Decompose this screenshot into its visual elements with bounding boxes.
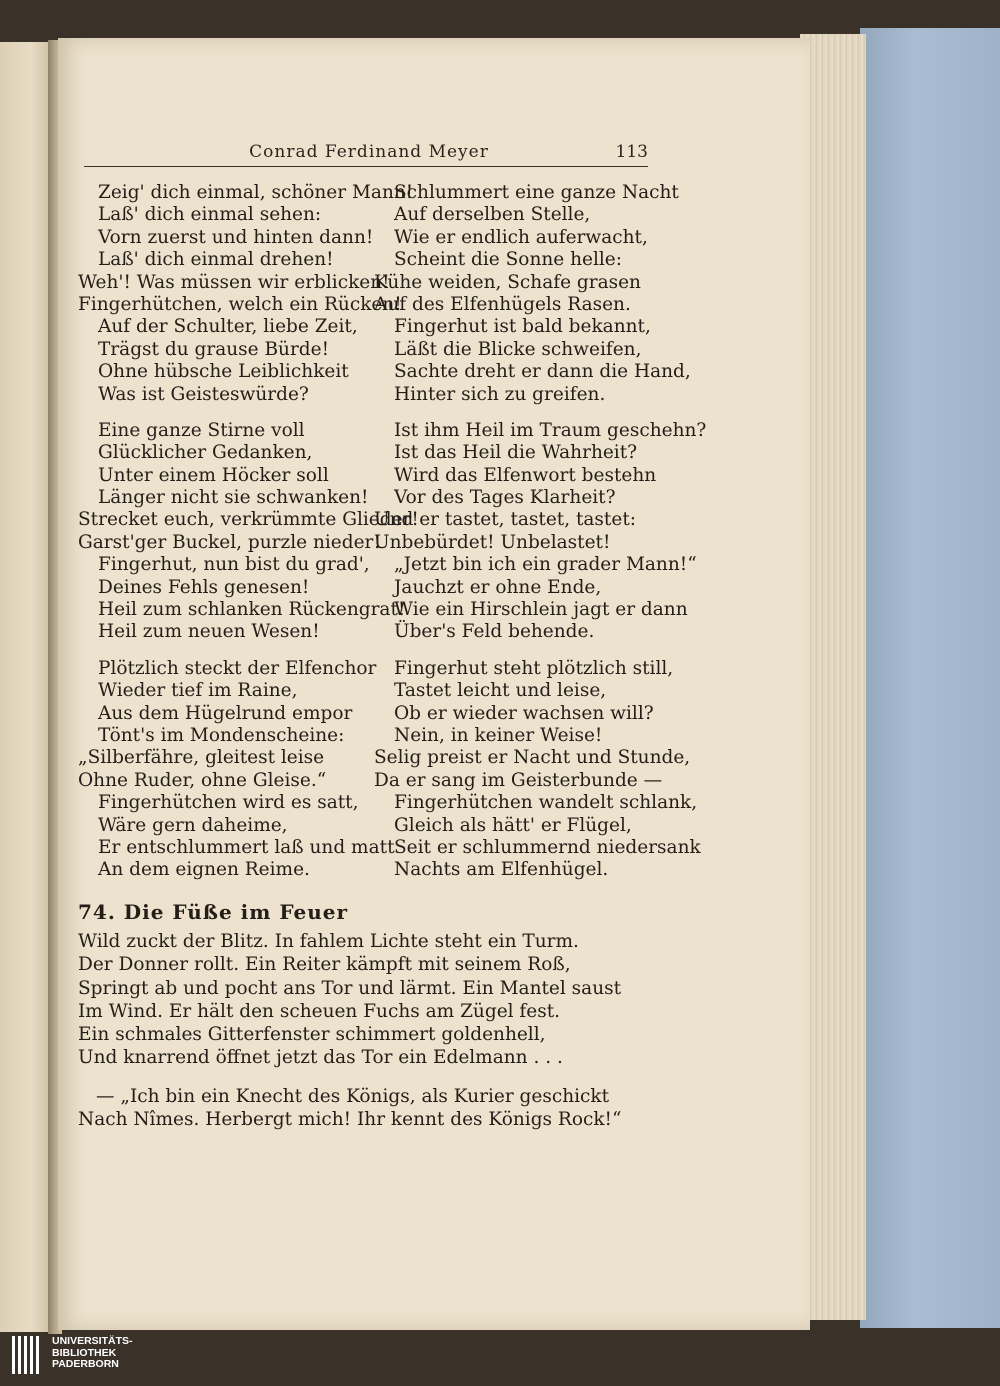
verse-line: Was ist Geisteswürde?	[98, 383, 309, 405]
stanza	[78, 657, 395, 882]
paragraph	[78, 930, 658, 1070]
verse-line: Unbebürdet! Unbelastet!	[374, 531, 611, 553]
previous-page-edge	[0, 42, 52, 1332]
verse-line: Vorn zuerst und hinten dann!	[98, 226, 374, 248]
text-line: Springt ab und pocht ans Tor und lärmt. Ein Mantel saust	[78, 977, 622, 999]
verse-line: Und er tastet, tastet, tastet:	[374, 509, 636, 531]
verse-line: Wieder tief im Raine,	[98, 680, 298, 702]
stanza	[374, 657, 701, 882]
verse-line: Da er sang im Geisterbunde —	[374, 769, 663, 791]
verse-line: Heil zum neuen Wesen!	[98, 621, 320, 643]
verse-line: Ohne Ruder, ohne Gleise.“	[78, 769, 327, 791]
verse-line: Fingerhut steht plötzlich still,	[394, 657, 674, 679]
verse-line: Unter einem Höcker soll	[98, 464, 329, 486]
verse-line: Sachte dreht er dann die Hand,	[394, 361, 691, 383]
verse-line: Fingerhut ist bald bekannt,	[394, 316, 651, 338]
verse-line: Jauchzt er ohne Ende,	[394, 576, 602, 598]
verse-line: Aus dem Hügelrund empor	[98, 702, 353, 724]
verse-line: Selig preist er Nacht und Stunde,	[374, 747, 691, 769]
verse-line: Plötzlich steckt der Elfenchor	[98, 657, 377, 679]
verse-line: Über's Feld behende.	[394, 621, 595, 643]
verse-line: Heil zum schlanken Rückengrat!	[98, 599, 406, 621]
stanza	[78, 182, 414, 406]
poem-column-right	[374, 182, 707, 896]
verse-line: Ist ihm Heil im Traum geschehn?	[394, 419, 707, 441]
logo-line: UNIVERSITÄTS-	[52, 1335, 133, 1347]
verse-line: Laß' dich einmal sehen:	[98, 204, 322, 226]
verse-line: Wird das Elfenwort bestehn	[394, 464, 657, 486]
verse-line: Garst'ger Buckel, purzle nieder!	[78, 531, 381, 553]
library-logo-text	[52, 1336, 172, 1371]
verse-line: Zeig' dich einmal, schöner Mann!	[98, 182, 414, 203]
stanza	[78, 419, 419, 644]
verse-line: Ist das Heil die Wahrheit?	[394, 442, 638, 464]
page-header	[84, 140, 648, 167]
verse-line: Seit er schlummernd niedersank	[394, 836, 701, 858]
paragraph	[78, 1085, 658, 1132]
logo-line: BIBLIOTHEK	[52, 1346, 117, 1359]
verse-line: Ob er wieder wachsen will?	[394, 702, 654, 724]
text-line: — „Ich bin ein Knecht des Königs, als Kurier geschickt	[96, 1085, 610, 1107]
verse-line: Glücklicher Gedanken,	[98, 442, 313, 464]
verse-line: Eine ganze Stirne voll	[98, 419, 305, 441]
verse-line: Wie ein Hirschlein jagt er dann	[394, 599, 688, 621]
verse-line: Nein, in keiner Weise!	[394, 724, 603, 746]
library-logo	[10, 1334, 160, 1380]
verse-line: Auf der Schulter, liebe Zeit,	[98, 316, 358, 338]
verse-line: Schlummert eine ganze Nacht	[394, 182, 679, 203]
logo-line: PADERBORN	[52, 1358, 119, 1370]
text-line: Und knarrend öffnet jetzt das Tor ein Edelmann . . .	[78, 1047, 563, 1069]
verse-line: Fingerhütchen wird es satt,	[98, 792, 359, 814]
verse-line: Kühe weiden, Schafe grasen	[374, 271, 641, 293]
library-logo-icon	[10, 1334, 46, 1380]
section-title: 74. Die Füße im Feuer	[78, 900, 349, 924]
verse-line: Scheint die Sonne helle:	[394, 249, 622, 271]
verse-line: Deines Fehls genesen!	[98, 576, 310, 598]
verse-line: „Jetzt bin ich ein grader Mann!“	[394, 554, 697, 576]
stanza	[374, 182, 691, 406]
verse-line: Länger nicht sie schwanken!	[98, 487, 369, 509]
running-title: Conrad Ferdinand Meyer	[249, 142, 489, 162]
verse-line: Fingerhut, nun bist du grad',	[98, 554, 370, 576]
verse-line: „Silberfähre, gleitest leise	[78, 747, 325, 769]
verse-line: Wie er endlich auferwacht,	[394, 226, 648, 248]
verse-line: Vor des Tages Klarheit?	[394, 487, 616, 509]
verse-line: An dem eignen Reime.	[98, 859, 310, 881]
verse-line: Ohne hübsche Leiblichkeit	[98, 361, 349, 383]
verse-line: Weh'! Was müssen wir erblicken!	[78, 271, 390, 293]
verse-line: Wäre gern daheime,	[98, 814, 288, 836]
text-line: Im Wind. Er hält den scheuen Fuchs am Zügel fest.	[78, 1000, 561, 1022]
prose-text	[78, 930, 658, 1131]
text-line: Ein schmales Gitterfenster schimmert goldenhell,	[78, 1024, 546, 1046]
poem-column-left	[78, 182, 419, 896]
verse-line: Gleich als hätt' er Flügel,	[394, 814, 632, 836]
verse-line: Er entschlummert laß und matt	[98, 836, 395, 858]
verse-line: Tönt's im Mondenscheine:	[98, 724, 345, 746]
text-line: Nach Nîmes. Herbergt mich! Ihr kennt des Königs Rock!“	[78, 1109, 622, 1131]
verse-line: Laß' dich einmal drehen!	[98, 249, 334, 271]
verse-line: Fingerhütchen wandelt schlank,	[394, 792, 698, 814]
text-line: Der Donner rollt. Ein Reiter kämpft mit seinem Roß,	[78, 954, 571, 976]
verse-line: Trägst du grause Bürde!	[98, 338, 330, 360]
text-line: Wild zuckt der Blitz. In fahlem Lichte steht ein Turm.	[78, 931, 579, 952]
book-cover	[860, 28, 1000, 1328]
verse-line: Fingerhütchen, welch ein Rücken!	[78, 293, 402, 315]
paragraph-gap	[78, 1070, 658, 1085]
verse-line: Auf derselben Stelle,	[394, 204, 591, 226]
verse-line: Nachts am Elfenhügel.	[394, 859, 609, 881]
stanza	[374, 419, 707, 644]
verse-line: Tastet leicht und leise,	[394, 680, 607, 702]
verse-line: Läßt die Blicke schweifen,	[394, 338, 642, 360]
verse-line: Auf des Elfenhügels Rasen.	[374, 293, 631, 315]
page-number: 113	[615, 142, 648, 162]
verse-line: Hinter sich zu greifen.	[394, 383, 606, 405]
verse-line: Strecket euch, verkrümmte Glieder!	[78, 509, 419, 531]
